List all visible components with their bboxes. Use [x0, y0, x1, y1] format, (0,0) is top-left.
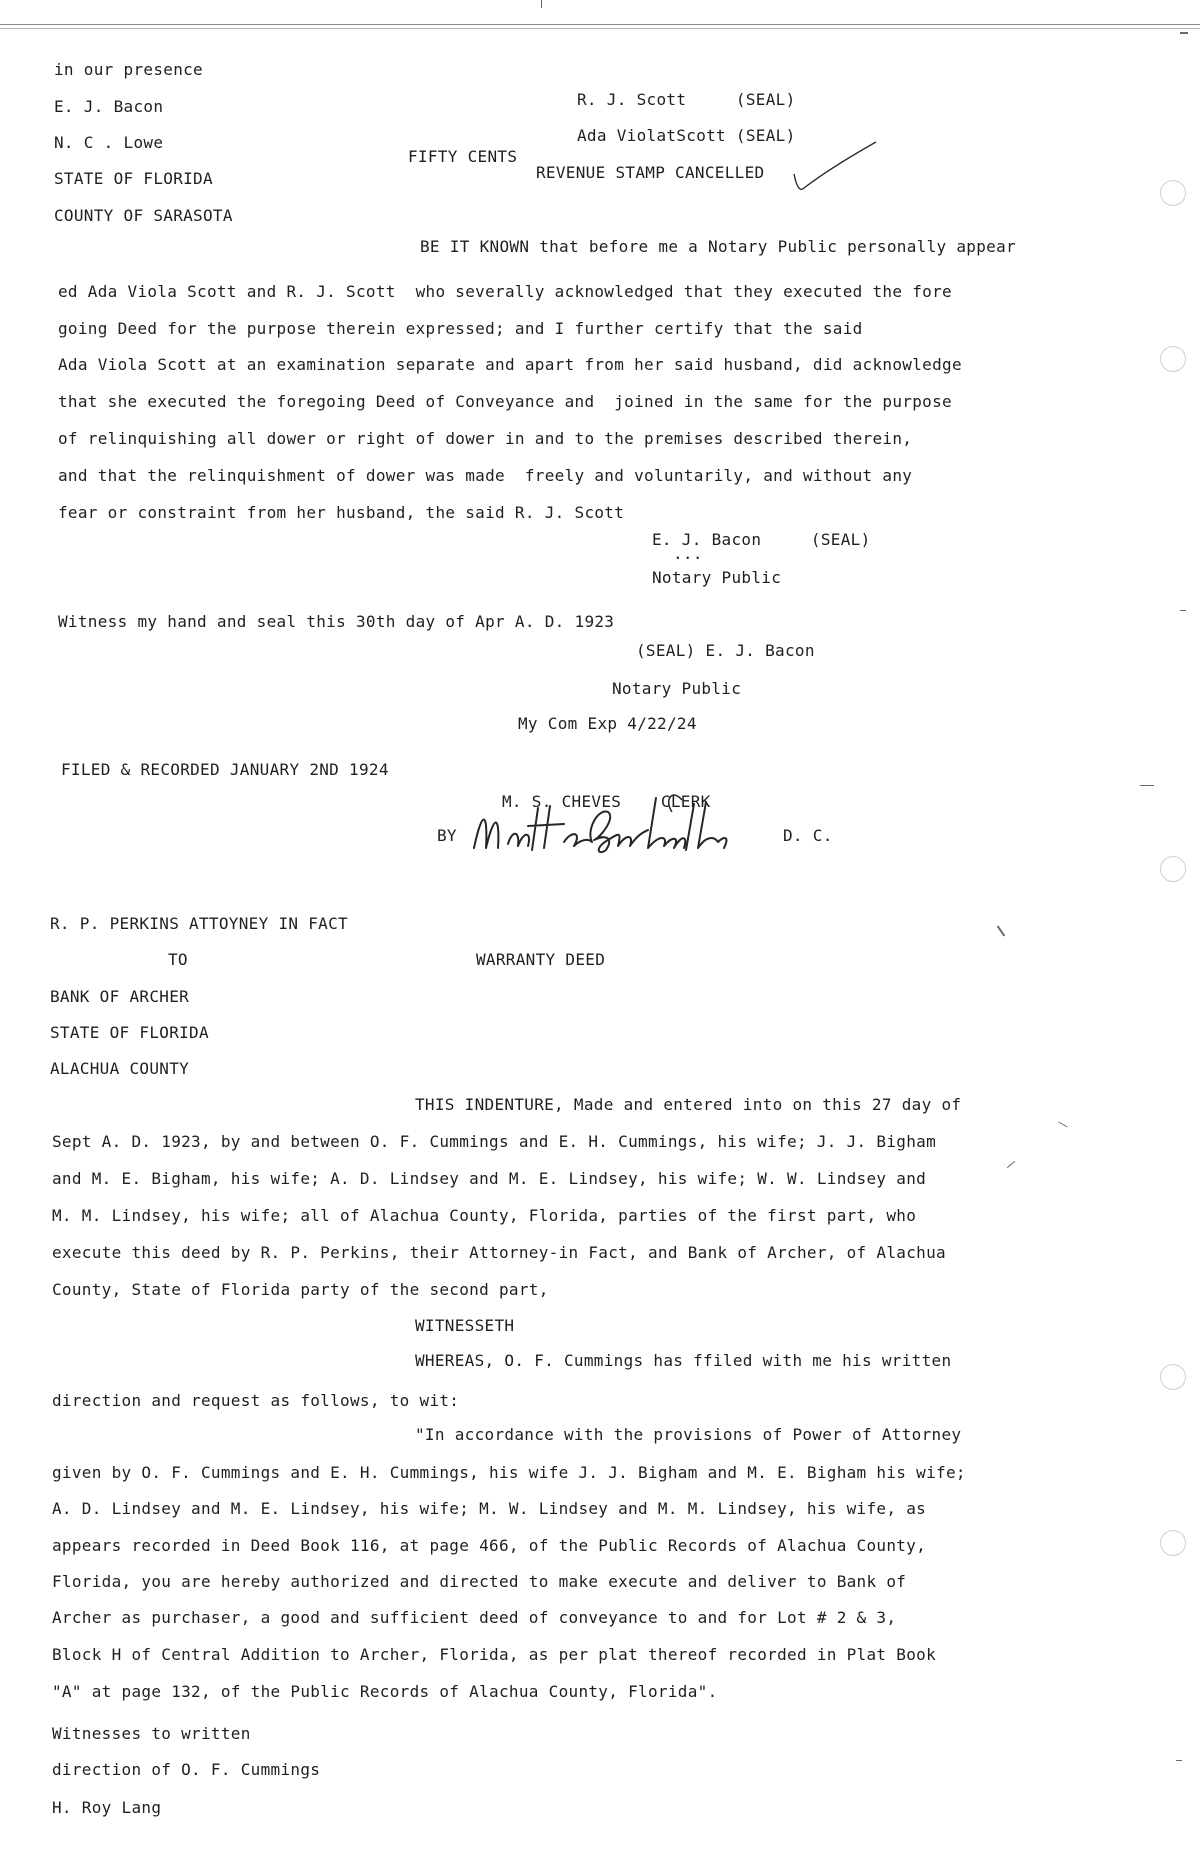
notary-title: Notary Public — [612, 679, 742, 698]
indenture-line: Sept A. D. 1923, by and between O. F. Cummings and E. H. Cummings, his wife; J. J. Bigham — [52, 1132, 937, 1151]
punch-hole — [1160, 856, 1186, 882]
quoted-direction-line: Block H of Central Addition to Archer, Florida, as per plat thereof recorded in Plat Book — [52, 1645, 937, 1664]
deed-grantee: BANK OF ARCHER — [50, 987, 190, 1006]
punch-hole — [1160, 346, 1186, 372]
acknowledgment-line: that she executed the foregoing Deed of Conveyance and joined in the same for the purpose — [58, 392, 952, 411]
notary-name: (SEAL) E. J. Bacon — [636, 641, 815, 660]
indenture-line: THIS INDENTURE, Made and entered into on this 27 day of — [415, 1095, 962, 1114]
scan-mark — [1180, 32, 1188, 34]
quoted-direction-line: appears recorded in Deed Book 116, at page 466, of the Public Records of Alachua County, — [52, 1536, 927, 1555]
scan-mark — [1058, 1122, 1067, 1128]
whereas-line: WHEREAS, O. F. Cummings has ffiled with me his written — [415, 1351, 952, 1370]
indenture-line: execute this deed by R. P. Perkins, their Attorney-in Fact, and Bank of Archer, of Alachua — [52, 1243, 946, 1262]
indenture-line: County, State of Florida party of the second part, — [52, 1280, 549, 1299]
quoted-direction-line: A. D. Lindsey and M. E. Lindsey, his wife; M. W. Lindsey and M. M. Lindsey, his wife, as — [52, 1499, 927, 1518]
county-name: ALACHUA COUNTY — [50, 1059, 190, 1078]
deed-to-label: TO — [168, 950, 188, 969]
clerk-name: M. S. CHEVES CLERK — [502, 792, 711, 811]
filing-record: FILED & RECORDED JANUARY 2ND 1924 — [61, 760, 389, 779]
witnesseth-heading: WITNESSETH — [415, 1316, 515, 1335]
notary-dots: ... — [673, 544, 703, 563]
county-name: COUNTY OF SARASOTA — [54, 206, 233, 225]
acknowledgment-line: going Deed for the purpose therein expressed; and I further certify that the said — [58, 319, 863, 338]
quoted-direction-line: Archer as purchaser, a good and sufficient deed of conveyance to and for Lot # 2 & 3, — [52, 1608, 897, 1627]
acknowledgment-line: of relinquishing all dower or right of dower in and to the premises described therein, — [58, 429, 913, 448]
acknowledgment-line: ed Ada Viola Scott and R. J. Scott who severally acknowledged that they executed the fore — [58, 282, 952, 301]
signer-name: Ada ViolatScott (SEAL) — [577, 126, 796, 145]
check-mark-icon — [790, 138, 880, 198]
witness-name: N. C . Lowe — [54, 133, 164, 152]
scan-mark — [541, 0, 542, 8]
state-name: STATE OF FLORIDA — [50, 1023, 209, 1042]
punch-hole — [1160, 1364, 1186, 1390]
notary-title: Notary Public — [652, 568, 782, 587]
handwritten-signature — [468, 790, 768, 870]
top-rule — [0, 24, 1200, 25]
commission-expiry: My Com Exp 4/22/24 — [518, 714, 697, 733]
by-label: BY — [437, 826, 457, 845]
acknowledgment-line: fear or constraint from her husband, the said R. J. Scott — [58, 503, 625, 522]
top-rule-secondary — [0, 28, 1200, 29]
quoted-direction-line: "In accordance with the provisions of Power of Attorney — [415, 1425, 962, 1444]
scan-mark — [1180, 610, 1186, 611]
deputy-clerk-label: D. C. — [783, 826, 833, 845]
quoted-direction-line: "A" at page 132, of the Public Records of Alachua County, Florida". — [52, 1682, 718, 1701]
acknowledgment-line: Ada Viola Scott at an examination separate and apart from her said husband, did acknowledge — [58, 355, 962, 374]
closing-line: Witnesses to written — [52, 1724, 251, 1743]
deed-title: WARRANTY DEED — [476, 950, 606, 969]
indenture-line: and M. E. Bigham, his wife; A. D. Lindsey and M. E. Lindsey, his wife; W. W. Lindsey and — [52, 1169, 927, 1188]
scan-mark — [1176, 1760, 1182, 1761]
scan-mark — [997, 926, 1006, 937]
quoted-direction-line: Florida, you are hereby authorized and directed to make execute and deliver to Bank of — [52, 1572, 907, 1591]
notary-name: E. J. Bacon (SEAL) — [652, 530, 871, 549]
deed-grantor: R. P. PERKINS ATTOYNEY IN FACT — [50, 914, 348, 933]
acknowledgment-line: and that the relinquishment of dower was made freely and voluntarily, and without any — [58, 466, 913, 485]
punch-hole — [1160, 1530, 1186, 1556]
closing-line: direction of O. F. Cummings — [52, 1760, 321, 1779]
scan-mark — [1140, 785, 1154, 786]
state-name: STATE OF FLORIDA — [54, 169, 213, 188]
punch-hole — [1160, 180, 1186, 206]
acknowledgment-line: BE IT KNOWN that before me a Notary Public personally appear — [420, 237, 1016, 256]
scan-mark — [1007, 1161, 1015, 1168]
witness-intro: in our presence — [54, 60, 203, 79]
quoted-direction-line: given by O. F. Cummings and E. H. Cummings, his wife J. J. Bigham and M. E. Bigham his wife; — [52, 1463, 966, 1482]
witness-name: E. J. Bacon — [54, 97, 164, 116]
whereas-line: direction and request as follows, to wit: — [52, 1391, 460, 1410]
stamp-cancelled-note: REVENUE STAMP CANCELLED — [536, 163, 765, 182]
witness-signature-name: H. Roy Lang — [52, 1798, 162, 1817]
signer-name: R. J. Scott (SEAL) — [577, 90, 796, 109]
indenture-line: M. M. Lindsey, his wife; all of Alachua County, Florida, parties of the first part, who — [52, 1206, 917, 1225]
witness-statement: Witness my hand and seal this 30th day of Apr A. D. 1923 — [58, 612, 615, 631]
stamp-amount: FIFTY CENTS — [408, 147, 518, 166]
